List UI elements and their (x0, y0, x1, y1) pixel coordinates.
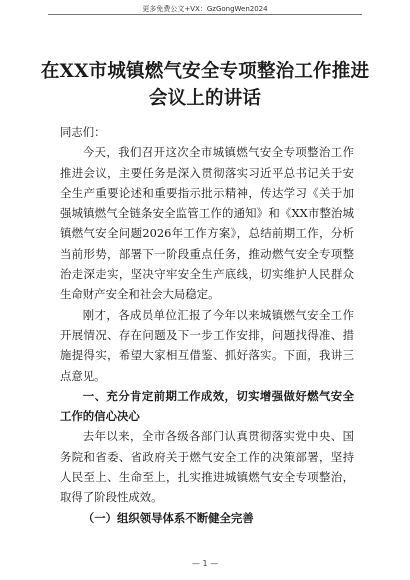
header-divider (48, 14, 362, 15)
section-paragraph: 去年以来，全市各级各部门认真贯彻落实党中央、国务院和省委、省政府关于燃气安全工作的决策部署，坚持人民至上、生命至上，扎实推进城镇燃气安全专项整治，取得了阶段性成效。 (60, 429, 354, 505)
document-body (60, 122, 354, 528)
page-number: — 1 — (191, 559, 219, 568)
paragraph-1: 今天，我们召开这次全市城镇燃气安全专项整治工作推进会议，主要任务是深入贯彻落实习近平总书记关于安全生产重要论述和重要指示批示精神，传达学习《关于加强城镇燃气全链条安全监管工作的通知》和《XX市整治城镇燃气安全问题2026年工作方案》，总结前期工作，分析当前形势，部署下一阶段重点任务，推动燃气安全专项整治走深走实，坚决守牢安全生产底线，切实维护人民群众生命财产安全和社会大局稳定。 (60, 145, 354, 302)
section-heading: 一、充分肯定前期工作成效，切实增强做好燃气安全工作的信心决心 (60, 388, 354, 424)
header-note: 更多免费公文+VX：GzGongWen2024 (142, 5, 268, 13)
document-title: 在XX市城镇燃气安全专项整治工作推进会议上的讲话 (40, 61, 370, 109)
paragraph-2: 刚才，各成员单位汇报了今年以来城镇燃气安全工作开展情况、存在问题及下一步工作安排，问题找得准、措施提得实，希望大家相互借鉴、抓好落实。下面，我讲三点意见。 (60, 307, 354, 383)
greeting: 同志们： (60, 125, 106, 139)
subheading: （一）组织领导体系不断健全完善 (82, 510, 254, 525)
